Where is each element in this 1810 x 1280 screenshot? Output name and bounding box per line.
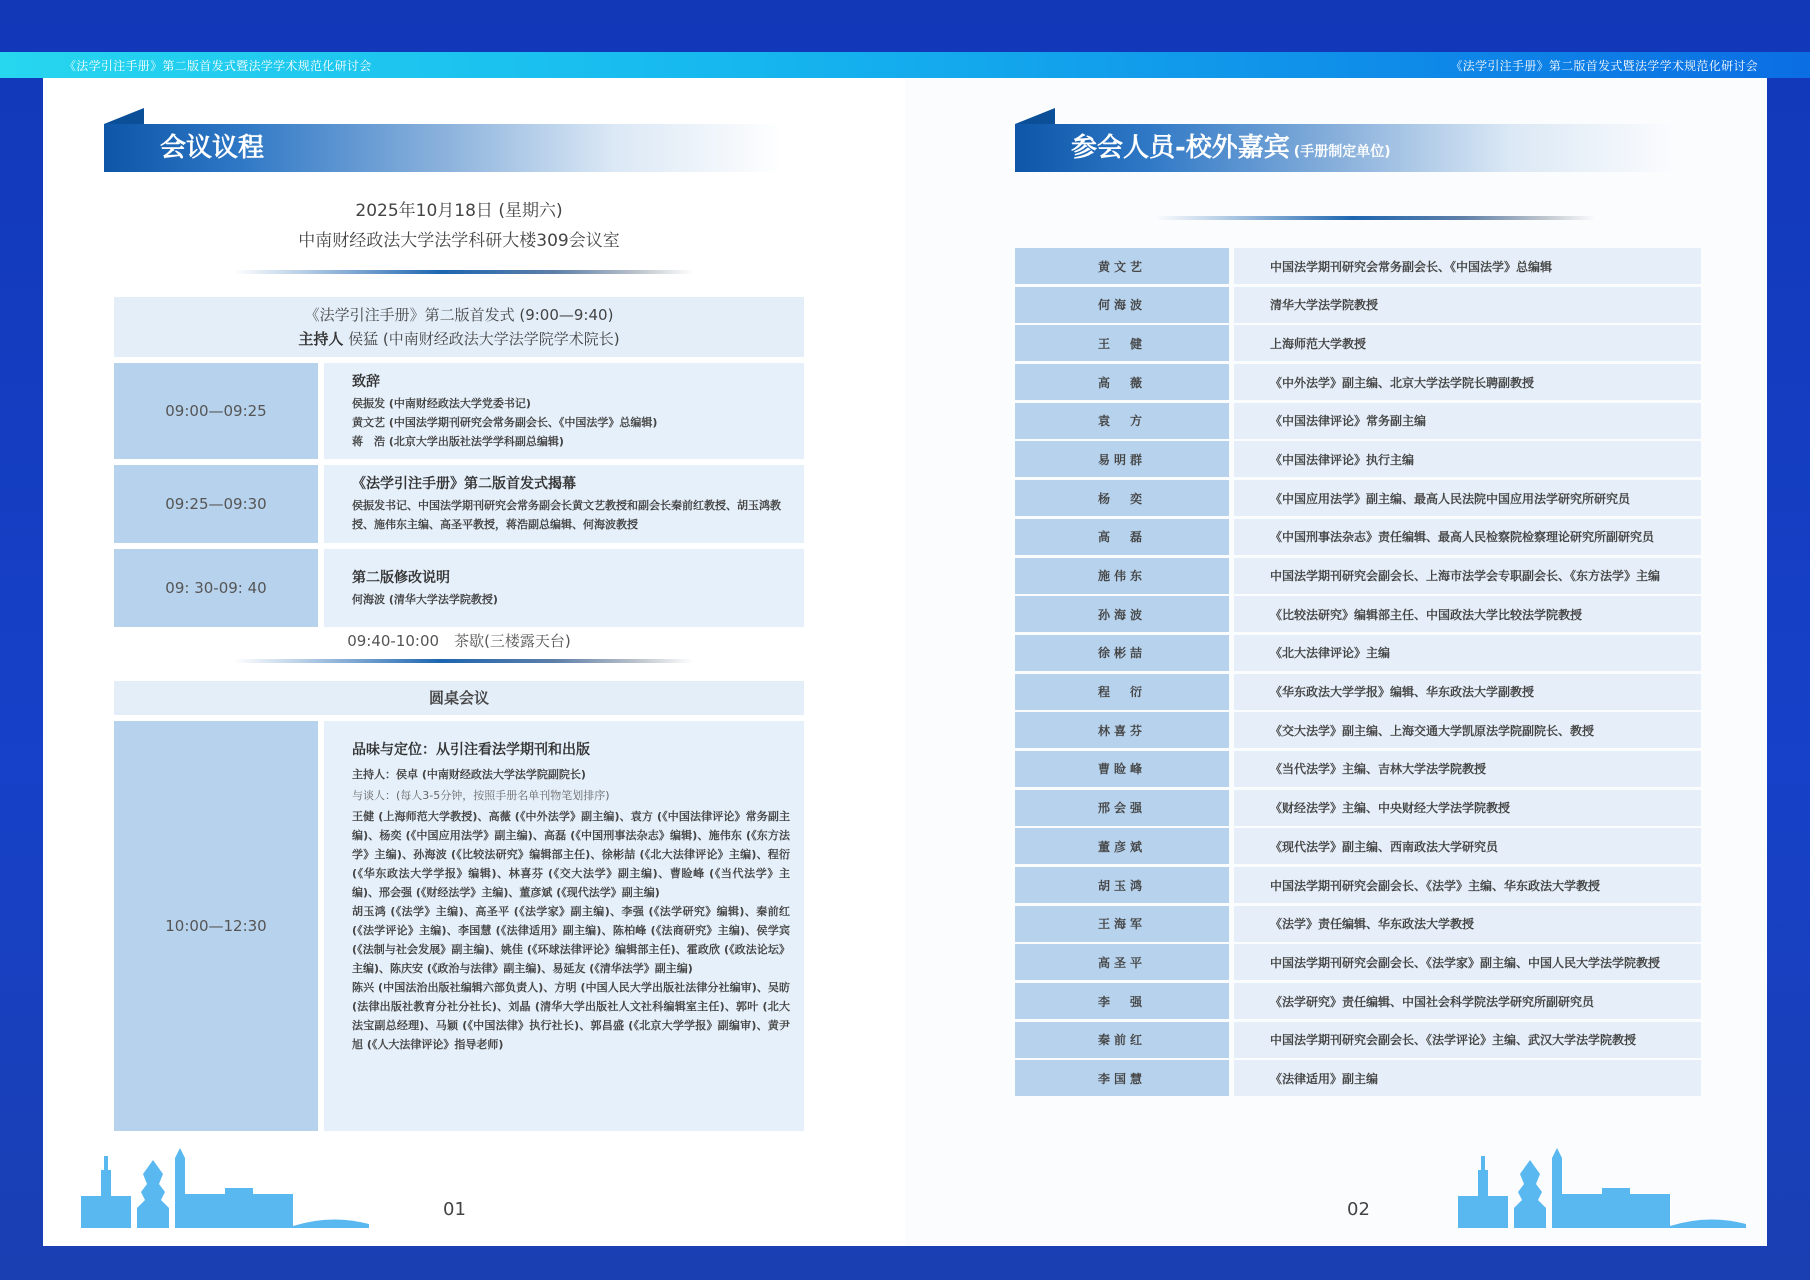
launch-heading: 《法学引注手册》第二版首发式 (9:00—9:40) xyxy=(304,306,614,324)
guest-affiliation: 《交大法学》副主编、上海交通大学凯原法学院副院长、教授 xyxy=(1234,712,1701,748)
guest-row xyxy=(1015,790,1701,826)
guest-name: 邢会强 xyxy=(1015,790,1229,826)
guest-row xyxy=(1015,364,1701,400)
session-content xyxy=(324,721,804,1131)
discussants-paragraph: 陈兴 (中国法治出版社编辑六部负责人)、方明 (中国人民大学出版社法律分社编审)、吴昉 (法律出版社教育分社分社长)、刘晶 (清华大学出版社人文社科编辑室主任)、郭叶 (北大法宝副总经理)、马颖 (《中国法律》执行社长)、郭昌盛 (《北京大学学报》副编审)、黄尹旭 (《人大法律评论》指导老师) xyxy=(352,981,790,1051)
guests-page xyxy=(905,78,1767,1246)
speaker-line: 蒋 浩 (北京大学出版社法学学科副总编辑) xyxy=(352,435,564,448)
roundtable-heading: 圆桌会议 xyxy=(114,681,804,715)
running-header-left: 《法学引注手册》第二版首发式暨法学学术规范化研讨会 xyxy=(64,59,372,73)
page-number: 02 xyxy=(1347,1199,1370,1220)
session-title: 致辞 xyxy=(352,374,380,390)
session-time: 09:00—09:25 xyxy=(114,363,318,459)
tea-break: 09:40-10:00 茶歇(三楼露天台) xyxy=(347,632,571,650)
session-title: 品味与定位：从引注看法学期刊和出版 xyxy=(352,742,590,758)
running-header-right: 《法学引注手册》第二版首发式暨法学学术规范化研讨会 xyxy=(1450,59,1758,73)
city-skyline-icon xyxy=(1458,1148,1748,1228)
guest-name: 程 衍 xyxy=(1015,674,1229,710)
guest-affiliation: 《现代法学》副主编、西南政法大学研究员 xyxy=(1234,828,1701,864)
guest-row xyxy=(1015,325,1701,361)
divider xyxy=(233,270,693,274)
session-title: 第二版修改说明 xyxy=(352,570,450,586)
launch-host: 侯猛 (中南财经政法大学法学院学术院长) xyxy=(348,330,620,348)
guest-name: 曹睑峰 xyxy=(1015,751,1229,787)
agenda-title-banner xyxy=(104,124,784,172)
guest-name: 徐彬喆 xyxy=(1015,635,1229,671)
guest-name: 高圣平 xyxy=(1015,944,1229,980)
guest-affiliation: 《中国法律评论》常务副主编 xyxy=(1234,403,1701,439)
banner-flag-icon xyxy=(1015,108,1055,124)
session-content xyxy=(324,363,804,459)
guest-affiliation: 《当代法学》主编、吉林大学法学院教授 xyxy=(1234,751,1701,787)
launch-header xyxy=(114,297,804,357)
speaker-line: 侯振发 (中南财经政法大学党委书记) xyxy=(352,397,531,410)
guest-affiliation: 《中国刑事法杂志》责任编辑、最高人民检察院检察理论研究所副研究员 xyxy=(1234,519,1701,555)
guest-affiliation: 《中国应用法学》副主编、最高人民法院中国应用法学研究所研究员 xyxy=(1234,480,1701,516)
guest-name: 何海波 xyxy=(1015,287,1229,323)
meeting-venue: 中南财经政法大学法学科研大楼309会议室 xyxy=(298,231,620,251)
guest-affiliation: 《中外法学》副主编、北京大学法学院长聘副教授 xyxy=(1234,364,1701,400)
discussants-paragraph: 王健 (上海师范大学教授)、高薇 (《中外法学》副主编)、袁方 (《中国法律评论》常务副主编)、杨奕 (《中国应用法学》副主编)、高磊 (《中国刑事法杂志》编辑)、施伟东 (《东方法学》主编)、孙海波 (《比较法研究》编辑部主任)、徐彬喆 (《北大法律评论》主编)、程衍 (《华东政法大学学报》编辑)、林喜芬 (《交大法学》副主编)、曹睑峰 (《当代法学》主编)、邢会强 (《财经法学》主编)、董彦斌 (《现代法学》副主编) xyxy=(352,810,790,899)
guest-name: 高 磊 xyxy=(1015,519,1229,555)
guest-affiliation: 中国法学期刊研究会常务副会长、《中国法学》总编辑 xyxy=(1234,248,1701,284)
page-number: 01 xyxy=(443,1199,466,1220)
guest-affiliation: 中国法学期刊研究会副会长、《法学评论》主编、武汉大学法学院教授 xyxy=(1234,1022,1701,1058)
guest-row xyxy=(1015,287,1701,323)
session-content xyxy=(324,549,804,627)
agenda-row xyxy=(114,721,804,1131)
guest-name: 孙海波 xyxy=(1015,596,1229,632)
divider xyxy=(233,659,693,663)
guest-row xyxy=(1015,596,1701,632)
guest-row xyxy=(1015,983,1701,1019)
page-title: 会议议程 xyxy=(160,133,265,163)
guest-name: 王 健 xyxy=(1015,325,1229,361)
discussants-note: 与谈人：(每人3-5分钟，按照手册名单刊物笔划排序) xyxy=(352,789,610,802)
agenda-row xyxy=(114,549,804,627)
guest-affiliation: 《华东政法大学学报》编辑、华东政法大学副教授 xyxy=(1234,674,1701,710)
roundtable-host: 主持人：侯卓 (中南财经政法大学法学院副院长) xyxy=(352,768,586,781)
guest-name: 袁 方 xyxy=(1015,403,1229,439)
guest-name: 林喜芬 xyxy=(1015,712,1229,748)
guest-affiliation: 《比较法研究》编辑部主任、中国政法大学比较法学院教授 xyxy=(1234,596,1701,632)
guest-row xyxy=(1015,635,1701,671)
agenda-page xyxy=(43,78,905,1246)
guest-row xyxy=(1015,1060,1701,1096)
guest-affiliation: 清华大学法学院教授 xyxy=(1234,287,1701,323)
guest-table xyxy=(1015,248,1701,1099)
guest-row xyxy=(1015,480,1701,516)
guest-row xyxy=(1015,248,1701,284)
guest-row xyxy=(1015,674,1701,710)
guest-row xyxy=(1015,403,1701,439)
guest-row xyxy=(1015,1022,1701,1058)
session-content xyxy=(324,465,804,543)
city-skyline-icon xyxy=(81,1148,371,1228)
banner-flag-icon xyxy=(104,108,144,124)
guest-row xyxy=(1015,944,1701,980)
guest-row xyxy=(1015,906,1701,942)
guest-affiliation: 《财经法学》主编、中央财经大学法学院教授 xyxy=(1234,790,1701,826)
launch-block xyxy=(114,297,804,627)
agenda-row xyxy=(114,363,804,459)
divider xyxy=(1155,216,1595,220)
discussants-paragraph: 胡玉鸿 (《法学》主编)、高圣平 (《法学家》副主编)、李强 (《法学研究》编辑)、秦前红 (《法学评论》主编)、李国慧 (《法律适用》副主编)、陈柏峰 (《法商研究》主编)、侯学宾 (《法制与社会发展》副主编)、姚佳 (《环球法律评论》编辑部主任)、霍政欣 (《政法论坛》主编)、陈庆安 (《政治与法律》副主编)、易延友 (《清华法学》副主编) xyxy=(352,905,790,975)
guest-affiliation: 中国法学期刊研究会副会长、《法学》主编、华东政法大学教授 xyxy=(1234,867,1701,903)
guest-affiliation: 《中国法律评论》执行主编 xyxy=(1234,441,1701,477)
guest-row xyxy=(1015,828,1701,864)
speaker-line: 何海波 (清华大学法学院教授) xyxy=(352,593,498,606)
guest-affiliation: 中国法学期刊研究会副会长、上海市法学会专职副会长、《东方法学》主编 xyxy=(1234,558,1701,594)
guest-name: 李国慧 xyxy=(1015,1060,1229,1096)
guest-name: 李 强 xyxy=(1015,983,1229,1019)
guest-name: 董彦斌 xyxy=(1015,828,1229,864)
guest-name: 黄文艺 xyxy=(1015,248,1229,284)
host-label: 主持人 xyxy=(298,330,344,348)
guest-name: 杨 奕 xyxy=(1015,480,1229,516)
roundtable-block xyxy=(114,681,804,1131)
guest-row xyxy=(1015,558,1701,594)
guest-affiliation: 《北大法律评论》主编 xyxy=(1234,635,1701,671)
session-title: 《法学引注手册》第二版首发式揭幕 xyxy=(352,476,576,492)
guest-row xyxy=(1015,751,1701,787)
guest-affiliation: 《法律适用》副主编 xyxy=(1234,1060,1701,1096)
guest-name: 易明群 xyxy=(1015,441,1229,477)
guest-row xyxy=(1015,519,1701,555)
page-title: 参会人员-校外嘉宾 xyxy=(1071,133,1290,163)
session-time: 09:25—09:30 xyxy=(114,465,318,543)
guest-affiliation: 《法学研究》责任编辑、中国社会科学院法学研究所副研究员 xyxy=(1234,983,1701,1019)
speaker-line: 黄文艺 (中国法学期刊研究会常务副会长、《中国法学》总编辑) xyxy=(352,416,658,429)
agenda-row xyxy=(114,465,804,543)
speaker-line: 侯振发书记、中国法学期刊研究会常务副会长黄文艺教授和副会长秦前红教授、胡玉鸿教授、施伟东主编、高圣平教授，蒋浩副总编辑、何海波教授 xyxy=(352,499,781,531)
guest-name: 秦前红 xyxy=(1015,1022,1229,1058)
guests-title-banner xyxy=(1015,124,1675,172)
guest-name: 高 薇 xyxy=(1015,364,1229,400)
meeting-date: 2025年10月18日 (星期六) xyxy=(355,201,563,221)
guest-row xyxy=(1015,867,1701,903)
guest-affiliation: 中国法学期刊研究会副会长、《法学家》副主编、中国人民大学法学院教授 xyxy=(1234,944,1701,980)
guest-affiliation: 《法学》责任编辑、华东政法大学教授 xyxy=(1234,906,1701,942)
guest-affiliation: 上海师范大学教授 xyxy=(1234,325,1701,361)
session-time: 09: 30-09: 40 xyxy=(114,549,318,627)
guest-name: 胡玉鸿 xyxy=(1015,867,1229,903)
guest-name: 施伟东 xyxy=(1015,558,1229,594)
page-subtitle: (手册制定单位) xyxy=(1293,144,1391,160)
guest-row xyxy=(1015,441,1701,477)
guest-name: 王海军 xyxy=(1015,906,1229,942)
guest-row xyxy=(1015,712,1701,748)
session-time: 10:00—12:30 xyxy=(114,721,318,1131)
